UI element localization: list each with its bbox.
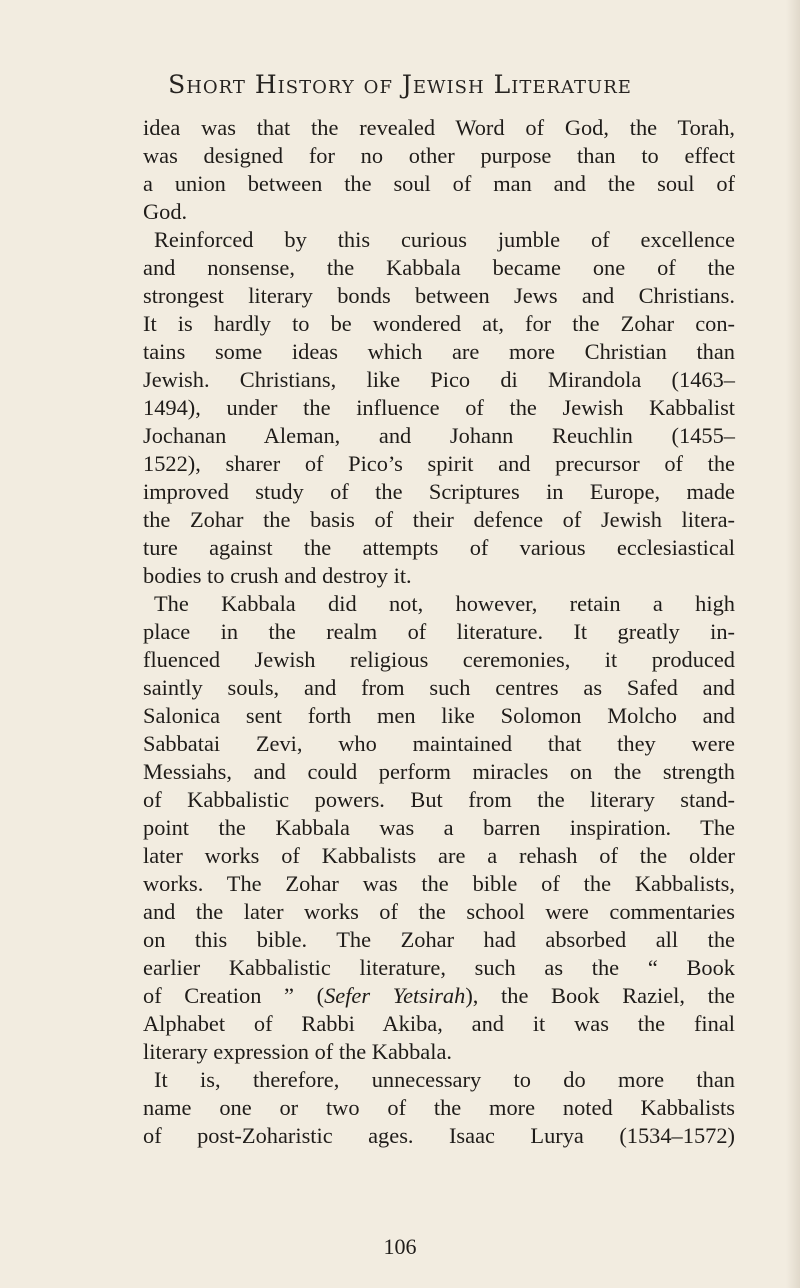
text-line: strongest literary bonds between Jews and Christians. xyxy=(143,283,735,308)
text-line: works. The Zohar was the bible of the Kabbalists, xyxy=(143,871,735,896)
text-line: on this bible. The Zohar had absorbed all the xyxy=(143,927,735,952)
text-line: Jewish. Christians, like Pico di Mirandola (1463– xyxy=(143,367,735,392)
text-line: idea was that the revealed Word of God, the Torah, xyxy=(143,115,735,140)
paragraph-start-line: It is, therefore, unnecessary to do more than xyxy=(154,1067,735,1092)
text-line: Jochanan Aleman, and Johann Reuchlin (1455– xyxy=(143,423,735,448)
text-line: bodies to crush and destroy it. xyxy=(143,563,412,588)
text-line: Salonica sent forth men like Solomon Molcho and xyxy=(143,703,735,728)
text-line: a union between the soul of man and the soul of xyxy=(143,171,735,196)
text-line: the Zohar the basis of their defence of Jewish litera- xyxy=(143,507,735,532)
text-line: 1522), sharer of Pico’s spirit and precursor of the xyxy=(143,451,735,476)
text-line: was designed for no other purpose than to effect xyxy=(143,143,735,168)
text-line-with-quote xyxy=(143,954,735,982)
text-line: God. xyxy=(143,199,188,224)
text-line: tains some ideas which are more Christian than xyxy=(143,339,735,364)
text-line: literary expression of the Kabbala. xyxy=(143,1039,452,1064)
text-line: saintly souls, and from such centres as Safed and xyxy=(143,675,735,700)
text-line: later works of Kabbalists are a rehash of the older xyxy=(143,843,735,868)
book-title-italic: Sefer Yetsirah xyxy=(324,983,466,1008)
text-line: of post-Zoharistic ages. Isaac Lurya (1534–1572) xyxy=(143,1123,735,1148)
page-number: 106 xyxy=(383,1234,417,1259)
text-line: It is hardly to be wondered at, for the Zohar con- xyxy=(143,311,735,336)
text-line: point the Kabbala was a barren inspiration. The xyxy=(143,815,735,840)
text-line: and the later works of the school were commentaries xyxy=(143,899,735,924)
text-line: of Kabbalistic powers. But from the literary stand- xyxy=(143,787,735,812)
text-line: place in the realm of literature. It greatly in- xyxy=(143,619,735,644)
text-line: 1494), under the influence of the Jewish Kabbalist xyxy=(143,395,735,420)
text-line: improved study of the Scriptures in Europe, made xyxy=(143,479,735,504)
text-line: Sabbatai Zevi, who maintained that they were xyxy=(143,731,735,756)
text-fragment: earlier Kabbalistic literature, such as the xyxy=(143,955,620,980)
text-line: name one or two of the more noted Kabbalists xyxy=(143,1095,735,1120)
text-line: fluenced Jewish religious ceremonies, it produced xyxy=(143,647,735,672)
text-fragment: of Creation ” ( xyxy=(143,983,325,1008)
paragraph-start-line: The Kabbala did not, however, retain a high xyxy=(154,591,735,616)
page-edge-shadow xyxy=(786,0,800,1288)
body-text xyxy=(143,114,735,1150)
text-line: and nonsense, the Kabbala became one of the xyxy=(143,255,735,280)
text-fragment: ), xyxy=(465,983,479,1008)
text-line-with-title xyxy=(143,982,735,1010)
text-fragment: the Book Raziel, the xyxy=(501,983,735,1008)
running-head xyxy=(0,70,800,99)
quoted-fragment: “ Book xyxy=(647,955,735,980)
paragraph-start-line: Reinforced by this curious jumble of excellence xyxy=(154,227,735,252)
text-line: Messiahs, and could perform miracles on the strength xyxy=(143,759,735,784)
text-line: ture against the attempts of various ecclesiastical xyxy=(143,535,735,560)
text-line: Alphabet of Rabbi Akiba, and it was the final xyxy=(143,1011,735,1036)
running-head-text: Short History of Jewish Literature xyxy=(168,70,632,99)
